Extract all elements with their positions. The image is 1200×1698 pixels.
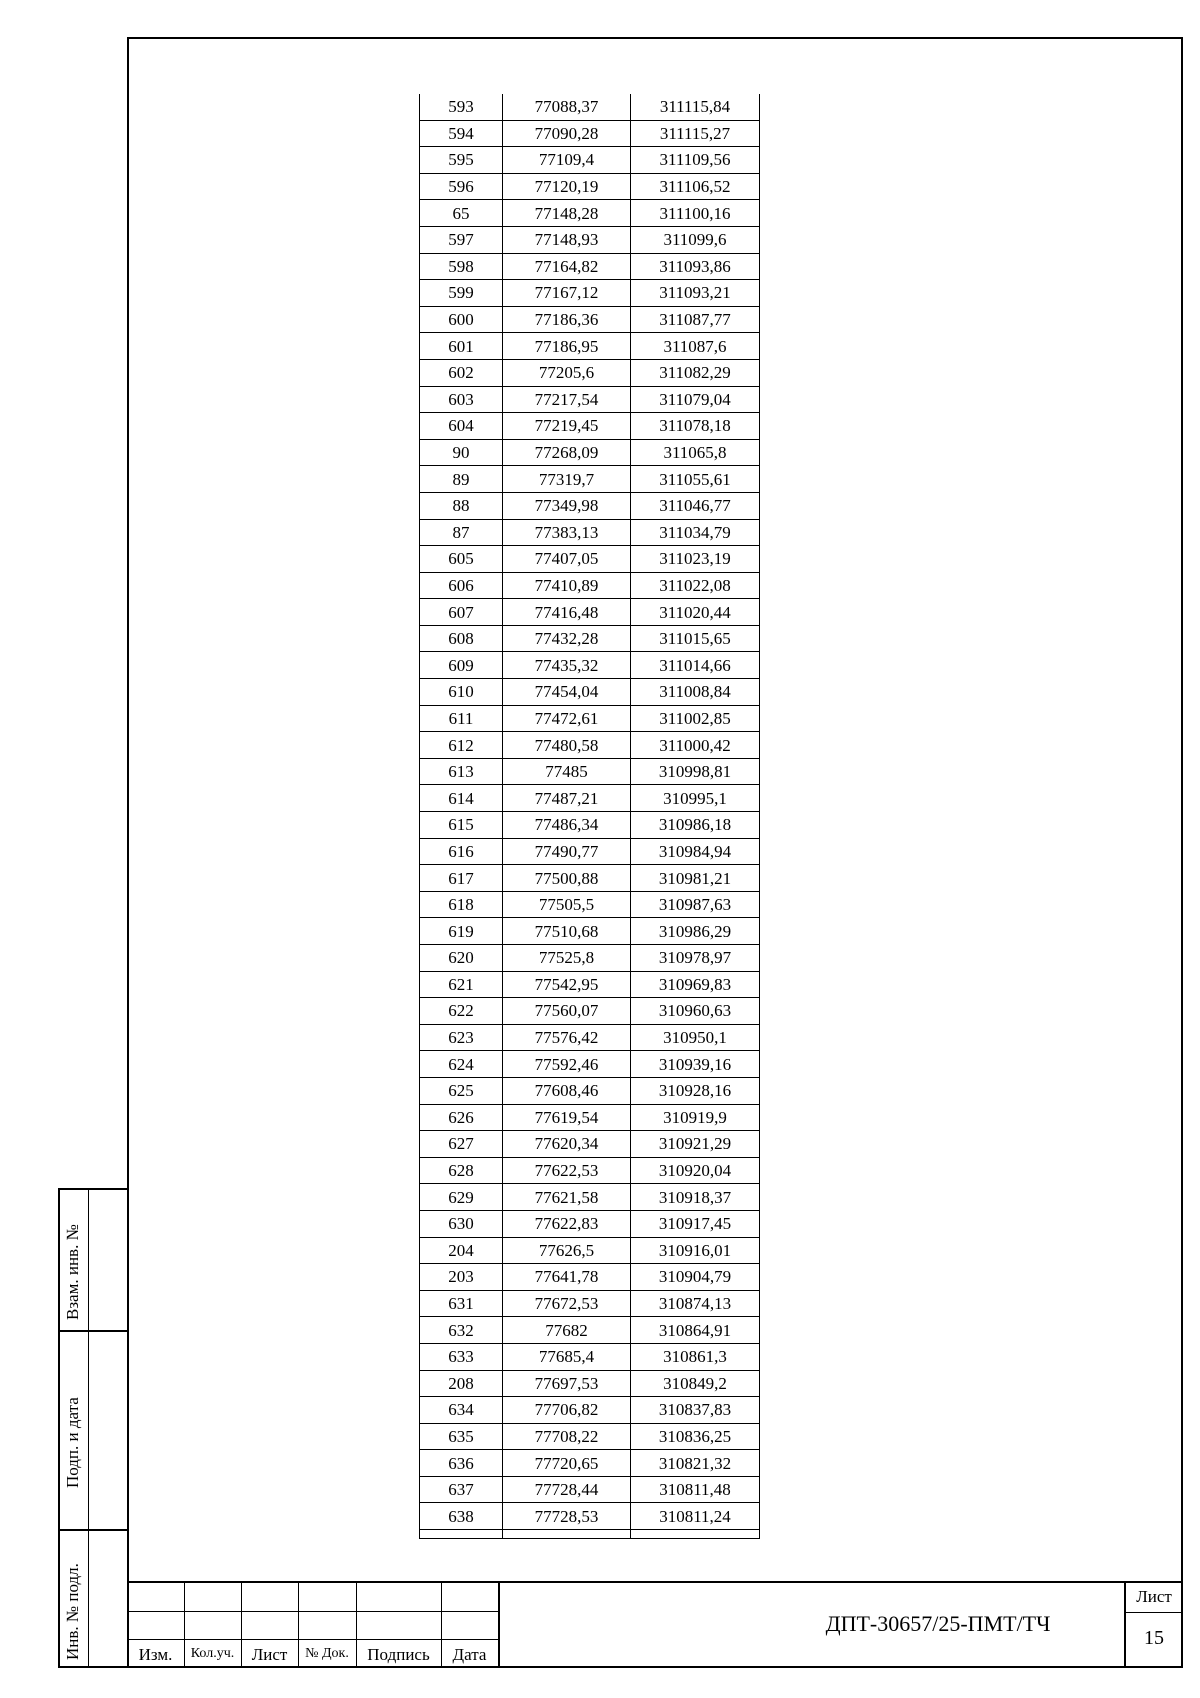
point-number-cell: 623 bbox=[420, 1024, 503, 1051]
y-coordinate-cell: 310984,94 bbox=[631, 838, 760, 865]
title-block bbox=[127, 1581, 1183, 1668]
x-coordinate-cell: 77641,78 bbox=[503, 1264, 631, 1291]
y-coordinate-cell: 311020,44 bbox=[631, 599, 760, 626]
point-number-cell: 621 bbox=[420, 971, 503, 998]
y-coordinate-cell: 311023,19 bbox=[631, 546, 760, 573]
y-coordinate-cell: 310995,1 bbox=[631, 785, 760, 812]
y-coordinate-cell: 311000,42 bbox=[631, 732, 760, 759]
y-coordinate-cell: 311079,04 bbox=[631, 386, 760, 413]
y-coordinate-cell: 310920,04 bbox=[631, 1157, 760, 1184]
x-coordinate-cell: 77626,5 bbox=[503, 1237, 631, 1264]
y-coordinate-cell: 310960,63 bbox=[631, 998, 760, 1025]
y-coordinate-cell: 311055,61 bbox=[631, 466, 760, 493]
y-coordinate-cell: 311065,8 bbox=[631, 439, 760, 466]
x-coordinate-cell: 77407,05 bbox=[503, 546, 631, 573]
y-coordinate-cell: 310918,37 bbox=[631, 1184, 760, 1211]
table-row bbox=[420, 1264, 760, 1291]
table-row bbox=[420, 1077, 760, 1104]
y-coordinate-cell: 310986,29 bbox=[631, 918, 760, 945]
table-row bbox=[420, 1370, 760, 1397]
y-coordinate-cell: 310939,16 bbox=[631, 1051, 760, 1078]
point-number-cell: 630 bbox=[420, 1210, 503, 1237]
table-row bbox=[420, 1024, 760, 1051]
y-coordinate-cell: 310864,91 bbox=[631, 1317, 760, 1344]
x-coordinate-cell: 77525,8 bbox=[503, 945, 631, 972]
x-coordinate-cell: 77608,46 bbox=[503, 1077, 631, 1104]
x-coordinate-cell: 77416,48 bbox=[503, 599, 631, 626]
y-coordinate-cell: 311106,52 bbox=[631, 173, 760, 200]
point-number-cell: 622 bbox=[420, 998, 503, 1025]
point-number-cell: 612 bbox=[420, 732, 503, 759]
x-coordinate-cell: 77622,53 bbox=[503, 1157, 631, 1184]
x-coordinate-cell: 77167,12 bbox=[503, 280, 631, 307]
point-number-cell: 631 bbox=[420, 1290, 503, 1317]
point-number-cell: 615 bbox=[420, 812, 503, 839]
y-coordinate-cell: 310921,29 bbox=[631, 1131, 760, 1158]
point-number-cell: 208 bbox=[420, 1370, 503, 1397]
x-coordinate-cell: 77706,82 bbox=[503, 1397, 631, 1424]
point-number-cell: 629 bbox=[420, 1184, 503, 1211]
table-row bbox=[420, 1290, 760, 1317]
x-coordinate-cell: 77088,37 bbox=[503, 94, 631, 120]
y-coordinate-cell: 310904,79 bbox=[631, 1264, 760, 1291]
y-coordinate-cell: 310998,81 bbox=[631, 758, 760, 785]
table-row bbox=[420, 519, 760, 546]
y-coordinate-cell: 310987,63 bbox=[631, 891, 760, 918]
sign-date-label: Подп. и дата bbox=[63, 1397, 82, 1488]
x-coordinate-cell: 77728,44 bbox=[503, 1476, 631, 1503]
x-coordinate-cell: 77672,53 bbox=[503, 1290, 631, 1317]
table-row bbox=[420, 945, 760, 972]
x-coordinate-cell: 77720,65 bbox=[503, 1450, 631, 1477]
table-row bbox=[420, 1184, 760, 1211]
y-coordinate-cell: 311034,79 bbox=[631, 519, 760, 546]
table-row bbox=[420, 413, 760, 440]
table-row bbox=[420, 1210, 760, 1237]
table-row bbox=[420, 891, 760, 918]
x-coordinate-cell: 77268,09 bbox=[503, 439, 631, 466]
point-number-cell: 603 bbox=[420, 386, 503, 413]
point-number-cell: 203 bbox=[420, 1264, 503, 1291]
point-number-cell: 609 bbox=[420, 652, 503, 679]
point-number-cell: 65 bbox=[420, 200, 503, 227]
table-row bbox=[420, 1051, 760, 1078]
x-coordinate-cell: 77435,32 bbox=[503, 652, 631, 679]
y-coordinate-cell: 310821,32 bbox=[631, 1450, 760, 1477]
table-row bbox=[420, 705, 760, 732]
point-number-cell: 610 bbox=[420, 679, 503, 706]
x-coordinate-cell: 77510,68 bbox=[503, 918, 631, 945]
x-coordinate-cell: 77186,95 bbox=[503, 333, 631, 360]
y-coordinate-cell: 310837,83 bbox=[631, 1397, 760, 1424]
y-coordinate-cell: 311015,65 bbox=[631, 625, 760, 652]
y-coordinate-cell: 311100,16 bbox=[631, 200, 760, 227]
table-row bbox=[420, 1476, 760, 1503]
point-number-cell: 620 bbox=[420, 945, 503, 972]
y-coordinate-cell: 310917,45 bbox=[631, 1210, 760, 1237]
x-coordinate-cell: 77685,4 bbox=[503, 1343, 631, 1370]
table-row bbox=[420, 1131, 760, 1158]
point-number-cell: 624 bbox=[420, 1051, 503, 1078]
table-row bbox=[420, 226, 760, 253]
table-row bbox=[420, 1343, 760, 1370]
point-number-cell: 636 bbox=[420, 1450, 503, 1477]
x-coordinate-cell: 77487,21 bbox=[503, 785, 631, 812]
point-number-cell: 593 bbox=[420, 94, 503, 120]
col-header-doc: № Док. bbox=[305, 1646, 349, 1661]
point-number-cell: 608 bbox=[420, 625, 503, 652]
table-row bbox=[420, 998, 760, 1025]
point-number-cell: 594 bbox=[420, 120, 503, 147]
inv-original-label: Инв. № подл. bbox=[63, 1563, 82, 1660]
sheet-label: Лист bbox=[1136, 1587, 1172, 1606]
y-coordinate-cell: 310986,18 bbox=[631, 812, 760, 839]
col-header-sheet: Лист bbox=[251, 1645, 288, 1664]
table-row bbox=[420, 1317, 760, 1344]
x-coordinate-cell: 77186,36 bbox=[503, 306, 631, 333]
y-coordinate-cell: 310928,16 bbox=[631, 1077, 760, 1104]
y-coordinate-cell: 310849,2 bbox=[631, 1370, 760, 1397]
y-coordinate-cell: 310950,1 bbox=[631, 1024, 760, 1051]
table-row bbox=[420, 679, 760, 706]
y-coordinate-cell: 310978,97 bbox=[631, 945, 760, 972]
col-header-count: Кол.уч. bbox=[190, 1646, 235, 1661]
table-row bbox=[420, 652, 760, 679]
y-coordinate-cell: 311087,6 bbox=[631, 333, 760, 360]
table-row bbox=[420, 200, 760, 227]
x-coordinate-cell: 77728,53 bbox=[503, 1503, 631, 1530]
table-row bbox=[420, 838, 760, 865]
point-number-cell: 611 bbox=[420, 705, 503, 732]
x-coordinate-cell: 77697,53 bbox=[503, 1370, 631, 1397]
table-row bbox=[420, 812, 760, 839]
y-coordinate-cell: 310981,21 bbox=[631, 865, 760, 892]
empty-cell bbox=[503, 1530, 631, 1539]
col-header-date: Дата bbox=[452, 1645, 487, 1664]
y-coordinate-cell: 311082,29 bbox=[631, 359, 760, 386]
point-number-cell: 601 bbox=[420, 333, 503, 360]
x-coordinate-cell: 77205,6 bbox=[503, 359, 631, 386]
inv-replace-label: Взам. инв. № bbox=[63, 1224, 82, 1320]
x-coordinate-cell: 77480,58 bbox=[503, 732, 631, 759]
sheet-number: 15 bbox=[1144, 1627, 1164, 1649]
table-row bbox=[420, 599, 760, 626]
table-row bbox=[420, 386, 760, 413]
point-number-cell: 632 bbox=[420, 1317, 503, 1344]
table-row bbox=[420, 865, 760, 892]
table-row bbox=[420, 120, 760, 147]
x-coordinate-cell: 77109,4 bbox=[503, 147, 631, 174]
empty-cell bbox=[420, 1530, 503, 1539]
point-number-cell: 635 bbox=[420, 1423, 503, 1450]
table-row bbox=[420, 1237, 760, 1264]
table-row bbox=[420, 359, 760, 386]
point-number-cell: 90 bbox=[420, 439, 503, 466]
point-number-cell: 598 bbox=[420, 253, 503, 280]
side-stamp bbox=[58, 1188, 127, 1668]
y-coordinate-cell: 310811,24 bbox=[631, 1503, 760, 1530]
y-coordinate-cell: 310836,25 bbox=[631, 1423, 760, 1450]
y-coordinate-cell: 311022,08 bbox=[631, 572, 760, 599]
point-number-cell: 89 bbox=[420, 466, 503, 493]
y-coordinate-cell: 310874,13 bbox=[631, 1290, 760, 1317]
x-coordinate-cell: 77217,54 bbox=[503, 386, 631, 413]
x-coordinate-cell: 77560,07 bbox=[503, 998, 631, 1025]
x-coordinate-cell: 77410,89 bbox=[503, 572, 631, 599]
table-row bbox=[420, 758, 760, 785]
y-coordinate-cell: 311014,66 bbox=[631, 652, 760, 679]
x-coordinate-cell: 77708,22 bbox=[503, 1423, 631, 1450]
point-number-cell: 600 bbox=[420, 306, 503, 333]
x-coordinate-cell: 77383,13 bbox=[503, 519, 631, 546]
x-coordinate-cell: 77682 bbox=[503, 1317, 631, 1344]
point-number-cell: 204 bbox=[420, 1237, 503, 1264]
table-row bbox=[420, 466, 760, 493]
x-coordinate-cell: 77148,93 bbox=[503, 226, 631, 253]
coordinates-table bbox=[419, 94, 760, 1539]
table-row bbox=[420, 785, 760, 812]
table-row bbox=[420, 1104, 760, 1131]
point-number-cell: 607 bbox=[420, 599, 503, 626]
table-row bbox=[420, 253, 760, 280]
x-coordinate-cell: 77621,58 bbox=[503, 1184, 631, 1211]
table-row bbox=[420, 546, 760, 573]
point-number-cell: 628 bbox=[420, 1157, 503, 1184]
y-coordinate-cell: 311115,27 bbox=[631, 120, 760, 147]
x-coordinate-cell: 77454,04 bbox=[503, 679, 631, 706]
y-coordinate-cell: 311087,77 bbox=[631, 306, 760, 333]
point-number-cell: 634 bbox=[420, 1397, 503, 1424]
point-number-cell: 627 bbox=[420, 1131, 503, 1158]
table-row bbox=[420, 971, 760, 998]
point-number-cell: 599 bbox=[420, 280, 503, 307]
y-coordinate-cell: 311008,84 bbox=[631, 679, 760, 706]
table-row bbox=[420, 1397, 760, 1424]
point-number-cell: 614 bbox=[420, 785, 503, 812]
x-coordinate-cell: 77542,95 bbox=[503, 971, 631, 998]
x-coordinate-cell: 77576,42 bbox=[503, 1024, 631, 1051]
x-coordinate-cell: 77622,83 bbox=[503, 1210, 631, 1237]
table-row bbox=[420, 333, 760, 360]
point-number-cell: 633 bbox=[420, 1343, 503, 1370]
point-number-cell: 596 bbox=[420, 173, 503, 200]
point-number-cell: 606 bbox=[420, 572, 503, 599]
document-code: ДПТ-30657/25-ПМТ/ТЧ bbox=[825, 1611, 1051, 1636]
x-coordinate-cell: 77500,88 bbox=[503, 865, 631, 892]
y-coordinate-cell: 310919,9 bbox=[631, 1104, 760, 1131]
x-coordinate-cell: 77505,5 bbox=[503, 891, 631, 918]
x-coordinate-cell: 77472,61 bbox=[503, 705, 631, 732]
x-coordinate-cell: 77319,7 bbox=[503, 466, 631, 493]
y-coordinate-cell: 310861,3 bbox=[631, 1343, 760, 1370]
y-coordinate-cell: 310916,01 bbox=[631, 1237, 760, 1264]
empty-cell bbox=[631, 1530, 760, 1539]
y-coordinate-cell: 311046,77 bbox=[631, 492, 760, 519]
x-coordinate-cell: 77148,28 bbox=[503, 200, 631, 227]
point-number-cell: 602 bbox=[420, 359, 503, 386]
y-coordinate-cell: 311115,84 bbox=[631, 94, 760, 120]
x-coordinate-cell: 77619,54 bbox=[503, 1104, 631, 1131]
y-coordinate-cell: 311002,85 bbox=[631, 705, 760, 732]
table-row bbox=[420, 625, 760, 652]
table-row bbox=[420, 1450, 760, 1477]
table-row bbox=[420, 147, 760, 174]
point-number-cell: 625 bbox=[420, 1077, 503, 1104]
point-number-cell: 597 bbox=[420, 226, 503, 253]
table-row bbox=[420, 306, 760, 333]
table-row bbox=[420, 732, 760, 759]
table-row bbox=[420, 572, 760, 599]
point-number-cell: 617 bbox=[420, 865, 503, 892]
point-number-cell: 604 bbox=[420, 413, 503, 440]
y-coordinate-cell: 310811,48 bbox=[631, 1476, 760, 1503]
table-row bbox=[420, 918, 760, 945]
point-number-cell: 626 bbox=[420, 1104, 503, 1131]
x-coordinate-cell: 77120,19 bbox=[503, 173, 631, 200]
x-coordinate-cell: 77090,28 bbox=[503, 120, 631, 147]
x-coordinate-cell: 77490,77 bbox=[503, 838, 631, 865]
table-row bbox=[420, 1423, 760, 1450]
x-coordinate-cell: 77349,98 bbox=[503, 492, 631, 519]
point-number-cell: 638 bbox=[420, 1503, 503, 1530]
col-header-signature: Подпись bbox=[367, 1645, 430, 1664]
y-coordinate-cell: 310969,83 bbox=[631, 971, 760, 998]
table-row bbox=[420, 439, 760, 466]
y-coordinate-cell: 311099,6 bbox=[631, 226, 760, 253]
point-number-cell: 605 bbox=[420, 546, 503, 573]
point-number-cell: 595 bbox=[420, 147, 503, 174]
point-number-cell: 616 bbox=[420, 838, 503, 865]
table-row bbox=[420, 94, 760, 120]
point-number-cell: 88 bbox=[420, 492, 503, 519]
point-number-cell: 637 bbox=[420, 1476, 503, 1503]
x-coordinate-cell: 77219,45 bbox=[503, 413, 631, 440]
table-row bbox=[420, 173, 760, 200]
x-coordinate-cell: 77485 bbox=[503, 758, 631, 785]
point-number-cell: 619 bbox=[420, 918, 503, 945]
table-row-continuation bbox=[420, 1530, 760, 1539]
y-coordinate-cell: 311093,86 bbox=[631, 253, 760, 280]
table-row bbox=[420, 1157, 760, 1184]
point-number-cell: 618 bbox=[420, 891, 503, 918]
y-coordinate-cell: 311109,56 bbox=[631, 147, 760, 174]
y-coordinate-cell: 311078,18 bbox=[631, 413, 760, 440]
x-coordinate-cell: 77592,46 bbox=[503, 1051, 631, 1078]
table-row bbox=[420, 1503, 760, 1530]
x-coordinate-cell: 77432,28 bbox=[503, 625, 631, 652]
col-header-change: Изм. bbox=[138, 1645, 173, 1664]
x-coordinate-cell: 77486,34 bbox=[503, 812, 631, 839]
table-row bbox=[420, 280, 760, 307]
table-row bbox=[420, 492, 760, 519]
point-number-cell: 87 bbox=[420, 519, 503, 546]
x-coordinate-cell: 77164,82 bbox=[503, 253, 631, 280]
x-coordinate-cell: 77620,34 bbox=[503, 1131, 631, 1158]
y-coordinate-cell: 311093,21 bbox=[631, 280, 760, 307]
point-number-cell: 613 bbox=[420, 758, 503, 785]
